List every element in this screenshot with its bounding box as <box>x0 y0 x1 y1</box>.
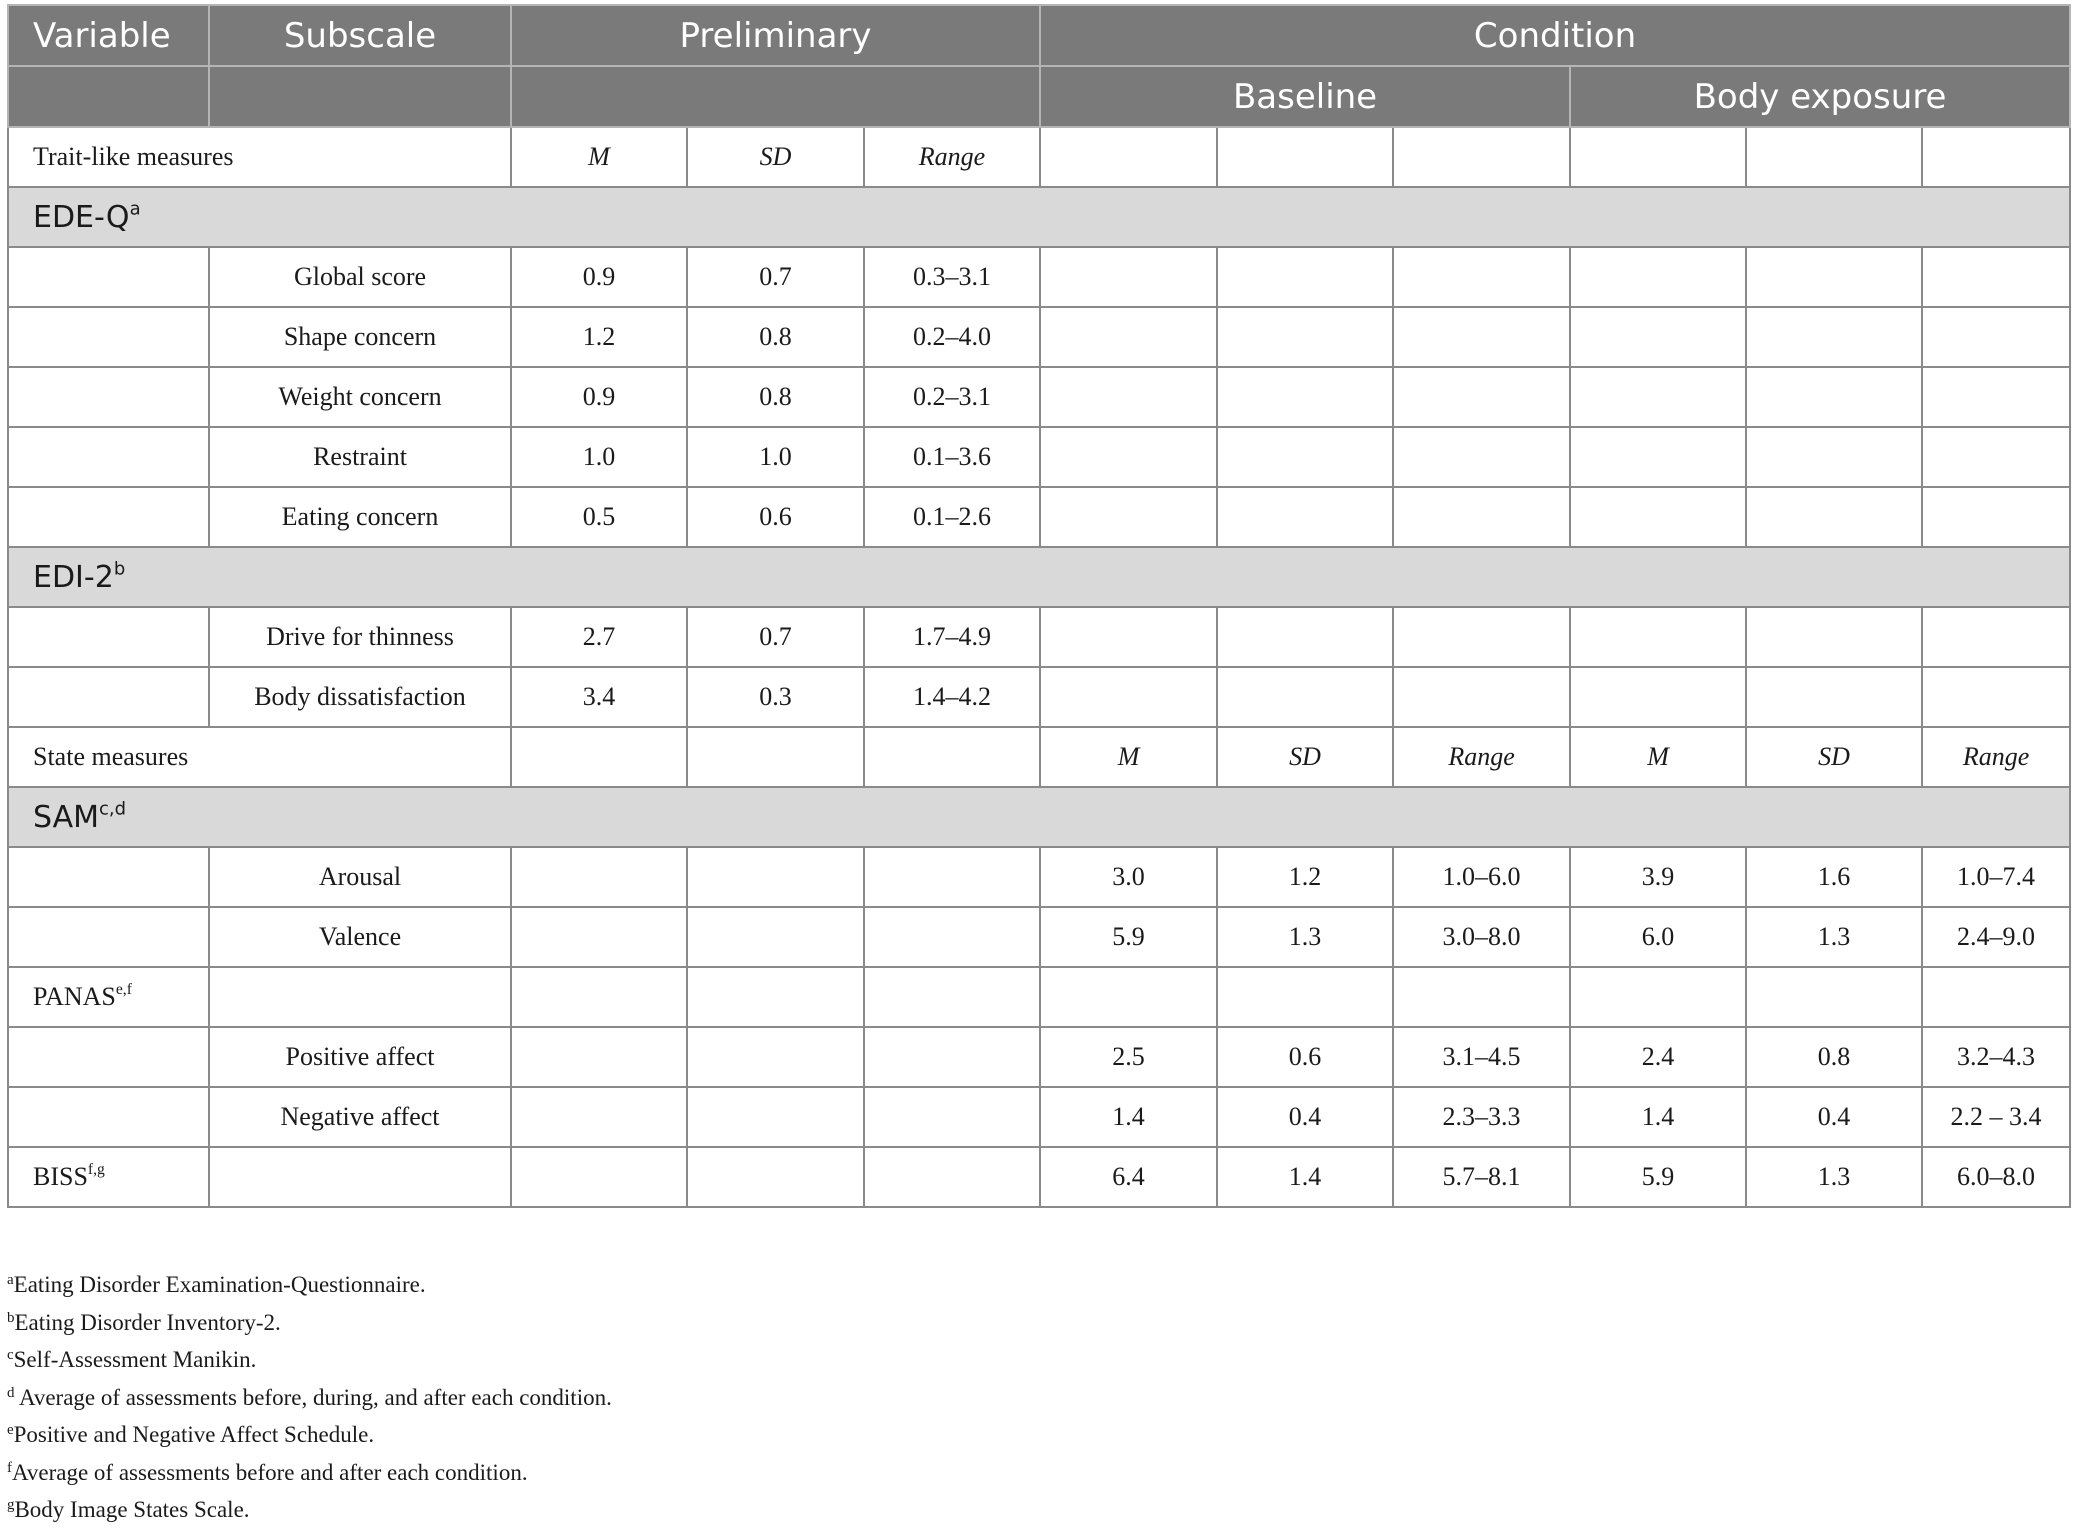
value-sd: 0.3 <box>687 667 864 727</box>
table-row <box>8 367 2070 427</box>
subscale-name: Negative affect <box>209 1087 511 1147</box>
col-exposure-sd: SD <box>1746 727 1922 787</box>
col-baseline-sd: SD <box>1217 727 1393 787</box>
value-range: 2.4–9.0 <box>1922 907 2070 967</box>
table-row <box>8 307 2070 367</box>
trait-measures-row <box>8 127 2070 187</box>
value-range: 0.2–3.1 <box>864 367 1040 427</box>
value-range: 3.1–4.5 <box>1393 1027 1570 1087</box>
value-m: 2.4 <box>1570 1027 1746 1087</box>
value-range: 1.0–7.4 <box>1922 847 2070 907</box>
value-range: 3.2–4.3 <box>1922 1027 2070 1087</box>
value-sd: 0.4 <box>1746 1087 1922 1147</box>
subscale-name: Shape concern <box>209 307 511 367</box>
value-range: 0.2–4.0 <box>864 307 1040 367</box>
value-sd: 0.7 <box>687 247 864 307</box>
value-m: 2.7 <box>511 607 687 667</box>
subscale-name: Positive affect <box>209 1027 511 1087</box>
footnote: $^a$Eating Disorder Examination-Questionnaire. <box>7 1271 426 1297</box>
table-row <box>8 427 2070 487</box>
panas-row <box>8 967 2070 1027</box>
value-sd: 1.4 <box>1217 1147 1393 1207</box>
results-table-container <box>7 4 2069 1208</box>
biss-row <box>8 1147 2070 1207</box>
subscale-name: Global score <box>209 247 511 307</box>
value-sd: 0.6 <box>687 487 864 547</box>
value-sd: 0.6 <box>1217 1027 1393 1087</box>
footnote: $^c$Self-Assessment Manikin. <box>7 1346 257 1372</box>
subscale-name: Drive for thinness <box>209 607 511 667</box>
subscale-name: Valence <box>209 907 511 967</box>
value-sd: 1.6 <box>1746 847 1922 907</box>
value-range: 0.1–3.6 <box>864 427 1040 487</box>
value-m: 6.0 <box>1570 907 1746 967</box>
footnotes <box>7 1266 612 1529</box>
col-baseline-m: M <box>1040 727 1217 787</box>
state-measures-label: State measures <box>8 727 511 787</box>
table-row <box>8 667 2070 727</box>
preliminary-header: Preliminary <box>511 5 1040 66</box>
header-row-1 <box>8 5 2070 66</box>
col-exposure-m: M <box>1570 727 1746 787</box>
value-range: 1.4–4.2 <box>864 667 1040 727</box>
table-row <box>8 907 2070 967</box>
value-range: 1.0–6.0 <box>1393 847 1570 907</box>
subscale-name: Arousal <box>209 847 511 907</box>
table-row <box>8 1027 2070 1087</box>
section-title: SAM <box>33 799 100 835</box>
footnote-mark: c,d <box>99 797 127 819</box>
value-sd: 1.3 <box>1217 907 1393 967</box>
trait-measures-label: Trait-like measures <box>8 127 511 187</box>
value-m: 5.9 <box>1040 907 1217 967</box>
footnote-mark: a <box>129 197 141 219</box>
subscale-name: Weight concern <box>209 367 511 427</box>
value-sd: 1.0 <box>687 427 864 487</box>
value-m: 3.9 <box>1570 847 1746 907</box>
value-m: 1.4 <box>1040 1087 1217 1147</box>
footnote: $^e$Positive and Negative Affect Schedule. <box>7 1421 375 1447</box>
value-sd: 0.8 <box>687 307 864 367</box>
col-m: M <box>511 127 687 187</box>
value-sd: 1.3 <box>1746 907 1922 967</box>
section-title: PANAS <box>33 982 116 1011</box>
table-row <box>8 607 2070 667</box>
value-m: 0.5 <box>511 487 687 547</box>
value-m: 0.9 <box>511 367 687 427</box>
value-m: 3.4 <box>511 667 687 727</box>
col-sd: SD <box>687 127 864 187</box>
panas-label <box>8 967 209 1027</box>
value-m: 1.0 <box>511 427 687 487</box>
biss-label <box>8 1147 209 1207</box>
value-sd: 0.8 <box>687 367 864 427</box>
value-range: 2.3–3.3 <box>1393 1087 1570 1147</box>
variable-header: Variable <box>8 5 209 66</box>
col-exposure-range: Range <box>1922 727 2070 787</box>
footnote-mark: b <box>113 557 126 579</box>
value-m: 6.4 <box>1040 1147 1217 1207</box>
results-table <box>7 4 2071 1208</box>
footnote-mark: e,f <box>115 981 132 999</box>
value-sd: 0.4 <box>1217 1087 1393 1147</box>
section-title: BISS <box>33 1162 88 1191</box>
value-m: 2.5 <box>1040 1027 1217 1087</box>
value-range: 0.1–2.6 <box>864 487 1040 547</box>
subscale-name: Eating concern <box>209 487 511 547</box>
value-range: 2.2 – 3.4 <box>1922 1087 2070 1147</box>
value-m: 0.9 <box>511 247 687 307</box>
section-edi-2 <box>8 547 2070 607</box>
table-row <box>8 1087 2070 1147</box>
value-range: 3.0–8.0 <box>1393 907 1570 967</box>
footnote-mark: f,g <box>87 1161 105 1179</box>
value-m: 5.9 <box>1570 1147 1746 1207</box>
body-exposure-header: Body exposure <box>1570 66 2070 127</box>
condition-header: Condition <box>1040 5 2070 66</box>
subscale-name: Restraint <box>209 427 511 487</box>
col-range: Range <box>864 127 1040 187</box>
section-title: EDI-2 <box>33 559 114 595</box>
section-title: EDE-Q <box>33 199 130 235</box>
value-sd: 0.8 <box>1746 1027 1922 1087</box>
col-baseline-range: Range <box>1393 727 1570 787</box>
value-m: 1.2 <box>511 307 687 367</box>
value-m: 3.0 <box>1040 847 1217 907</box>
value-range: 6.0–8.0 <box>1922 1147 2070 1207</box>
section-sam <box>8 787 2070 847</box>
table-row <box>8 487 2070 547</box>
footnote: $^g$Body Image States Scale. <box>7 1496 250 1522</box>
value-range: 1.7–4.9 <box>864 607 1040 667</box>
footnote: $^b$Eating Disorder Inventory-2. <box>7 1309 281 1335</box>
section-ede-q <box>8 187 2070 247</box>
value-m: 1.4 <box>1570 1087 1746 1147</box>
table-row <box>8 847 2070 907</box>
header-row-2 <box>8 66 2070 127</box>
value-range: 0.3–3.1 <box>864 247 1040 307</box>
baseline-header: Baseline <box>1040 66 1570 127</box>
value-sd: 1.2 <box>1217 847 1393 907</box>
state-measures-row <box>8 727 2070 787</box>
value-sd: 1.3 <box>1746 1147 1922 1207</box>
subscale-name: Body dissatisfaction <box>209 667 511 727</box>
table-row <box>8 247 2070 307</box>
footnote: $^f$Average of assessments before and after each condition. <box>7 1459 528 1485</box>
value-range: 5.7–8.1 <box>1393 1147 1570 1207</box>
value-sd: 0.7 <box>687 607 864 667</box>
subscale-header: Subscale <box>209 5 511 66</box>
footnote: $^d$ Average of assessments before, during, and after each condition. <box>7 1384 612 1410</box>
